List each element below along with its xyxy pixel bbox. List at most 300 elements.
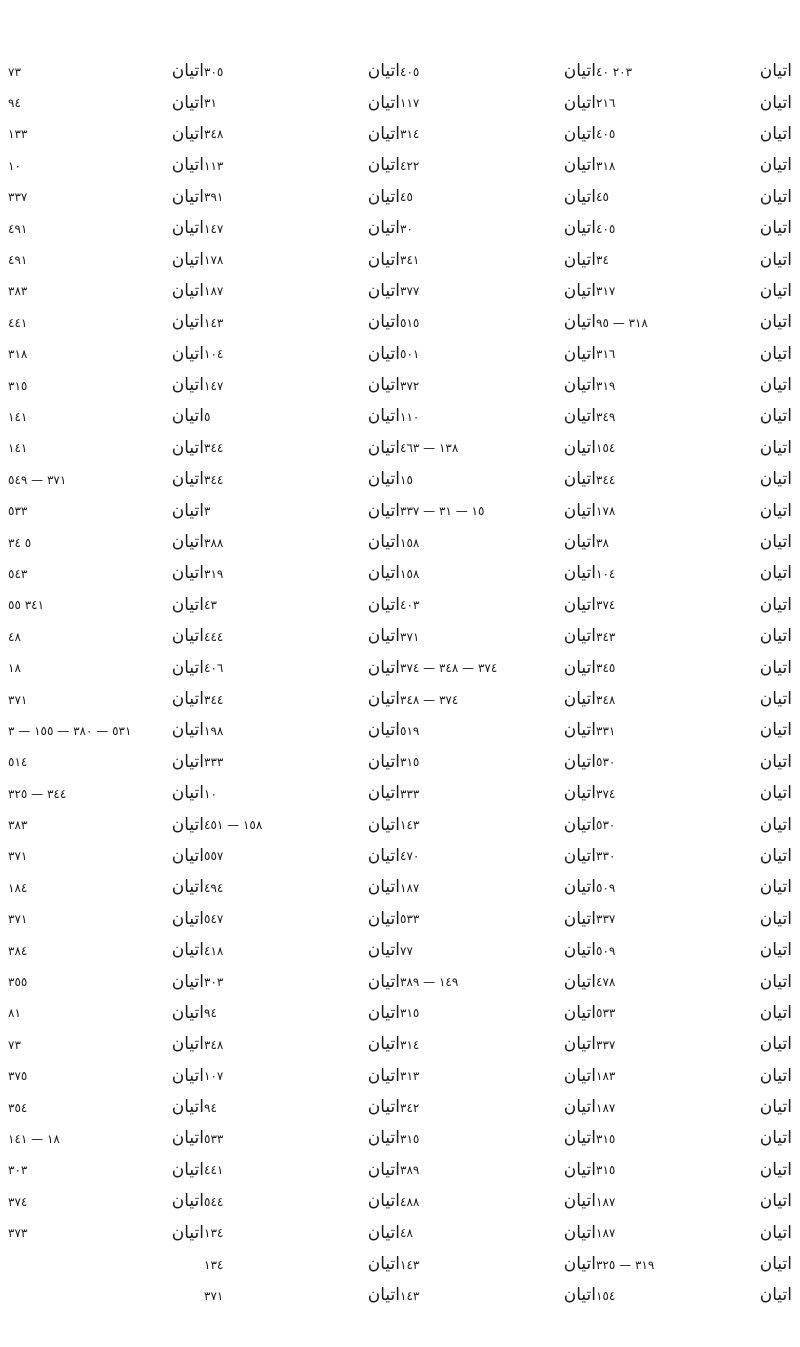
index-page-numbers: ٣٤١	[400, 253, 420, 268]
index-term: اتيان	[171, 532, 204, 553]
index-entry	[204, 307, 400, 338]
index-term: اتيان	[563, 343, 596, 364]
index-entry	[596, 1217, 792, 1248]
index-page-numbers: ١٨ — ١٤١	[8, 1131, 60, 1146]
index-page-numbers: ٣٧٧	[400, 284, 420, 299]
index-page-numbers: ١١٣	[204, 158, 224, 173]
index-page-numbers: ٧٣	[8, 1037, 21, 1052]
index-page-numbers: ١٨٤	[8, 880, 28, 895]
index-page-numbers: ٣١٥	[400, 1006, 420, 1021]
index-page-numbers: ١٥٤	[596, 441, 616, 456]
index-page-numbers: ٣١٨	[8, 347, 28, 362]
index-page-numbers: ٤٥	[400, 190, 413, 205]
index-page-numbers: ٣١٨	[596, 158, 616, 173]
index-entry	[8, 809, 204, 840]
index-page-numbers: ١٨٧	[204, 284, 224, 299]
index-page-numbers: ٤٧٨	[596, 975, 616, 990]
index-term: اتيان	[759, 626, 792, 647]
index-entry	[400, 809, 596, 840]
index-term: اتيان	[759, 406, 792, 427]
index-page-numbers: ١٤٣	[400, 1288, 420, 1303]
index-entry	[204, 150, 400, 181]
index-term: اتيان	[563, 751, 596, 772]
index-page-numbers: ١٠	[204, 786, 217, 801]
index-entry	[8, 307, 204, 338]
index-term: اتيان	[759, 500, 792, 521]
index-entry	[204, 809, 400, 840]
index-entry	[400, 150, 596, 181]
index-entry	[8, 119, 204, 150]
index-term: اتيان	[171, 594, 204, 615]
index-entry	[204, 998, 400, 1029]
index-term: اتيان	[367, 343, 400, 364]
index-page-numbers: ٢٠٣ ٤٠	[596, 64, 633, 79]
index-term: اتيان	[759, 1097, 792, 1118]
index-entry	[400, 87, 596, 118]
index-page-numbers: ١٨	[8, 661, 21, 676]
index-term: اتيان	[759, 249, 792, 270]
index-page-numbers: ٣١٧	[596, 284, 616, 299]
index-page-numbers: ٥٣٣	[596, 1006, 616, 1021]
index-entry	[596, 1186, 792, 1217]
index-entry	[596, 244, 792, 275]
index-page-numbers: ٥٣٠	[596, 755, 616, 770]
index-entry	[596, 1249, 792, 1280]
index-term: اتيان	[171, 1097, 204, 1118]
index-entry	[8, 401, 204, 432]
index-page-numbers: ٤٩٤	[204, 880, 224, 895]
index-term: اتيان	[171, 343, 204, 364]
index-entry	[8, 558, 204, 589]
index-entry	[596, 527, 792, 558]
index-term: اتيان	[367, 1191, 400, 1212]
index-column-2	[400, 0, 596, 1347]
index-term: اتيان	[759, 1159, 792, 1180]
index-term: اتيان	[759, 720, 792, 741]
index-page-numbers: ١٧٨	[596, 504, 616, 519]
index-term: اتيان	[171, 877, 204, 898]
index-term: اتيان	[367, 437, 400, 458]
index-entry	[400, 590, 596, 621]
index-term: اتيان	[759, 1034, 792, 1055]
index-entry	[204, 778, 400, 809]
index-entry	[204, 401, 400, 432]
index-entry	[204, 244, 400, 275]
index-page-numbers: ٥	[204, 409, 211, 424]
index-page-numbers: ٣٧٤ — ٣٤٨ — ٣٧٤	[400, 661, 498, 676]
index-page-numbers: ٥١٥	[400, 315, 420, 330]
index-entry	[400, 339, 596, 370]
index-term: اتيان	[367, 814, 400, 835]
index-entry	[400, 998, 596, 1029]
index-page-numbers: ١٨٧	[400, 880, 420, 895]
index-term: اتيان	[171, 971, 204, 992]
index-term: اتيان	[563, 312, 596, 333]
index-term: اتيان	[563, 563, 596, 584]
index-columns	[8, 0, 792, 1347]
index-term: اتيان	[367, 1065, 400, 1086]
index-entry	[596, 307, 792, 338]
index-page-numbers: ١٨٣	[596, 1069, 616, 1084]
index-page-numbers: ٣٠٣	[8, 1163, 28, 1178]
index-term: اتيان	[759, 1128, 792, 1149]
index-page-numbers: ٣٥٤	[8, 1100, 28, 1115]
index-page-numbers: ٣١٣	[400, 1069, 420, 1084]
index-term: اتيان	[171, 845, 204, 866]
index-entry	[596, 150, 792, 181]
index-page-numbers: ٣٠	[400, 221, 413, 236]
index-page-numbers: ٣٧٣	[8, 1226, 28, 1241]
index-entry	[596, 998, 792, 1029]
index-term: اتيان	[759, 469, 792, 490]
index-column-3	[204, 0, 400, 1347]
index-entry	[596, 56, 792, 87]
index-entry	[204, 841, 400, 872]
index-page-numbers: ٥٠٩	[596, 880, 616, 895]
index-term: اتيان	[171, 720, 204, 741]
index-entry	[204, 1092, 400, 1123]
index-term: اتيان	[171, 312, 204, 333]
index-entry	[400, 276, 596, 307]
index-page-numbers: ٣٧٤ — ٣٤٨	[400, 692, 459, 707]
index-entry	[8, 872, 204, 903]
index-page-numbers: ٤٩١	[8, 253, 28, 268]
index-entry	[204, 558, 400, 589]
index-entry	[8, 244, 204, 275]
index-entry	[8, 182, 204, 213]
index-term: اتيان	[563, 92, 596, 113]
index-entry	[400, 307, 596, 338]
index-entry	[596, 1123, 792, 1154]
index-page-numbers: ٣٧١	[8, 692, 28, 707]
index-entry	[8, 652, 204, 683]
index-page-numbers: ٣٣٠	[596, 849, 616, 864]
index-page-numbers: ٤٠٥	[596, 221, 616, 236]
index-entry	[204, 872, 400, 903]
index-term: اتيان	[171, 1191, 204, 1212]
index-page-numbers: ١٤٣	[400, 818, 420, 833]
index-entry	[400, 213, 596, 244]
index-entry	[204, 339, 400, 370]
index-page-numbers: ٥٣٠	[596, 818, 616, 833]
index-entry	[8, 841, 204, 872]
index-entry	[596, 935, 792, 966]
index-entry	[204, 1280, 400, 1311]
index-entry	[596, 433, 792, 464]
index-term: اتيان	[563, 783, 596, 804]
index-page-numbers: ٣٨٣	[8, 284, 28, 299]
index-page-numbers: ٣٤٤	[204, 472, 224, 487]
index-term: اتيان	[563, 1065, 596, 1086]
index-entry	[204, 621, 400, 652]
index-entry	[400, 935, 596, 966]
index-term: اتيان	[759, 375, 792, 396]
index-term: اتيان	[563, 406, 596, 427]
index-page-numbers: ٤٨	[8, 629, 21, 644]
index-entry	[400, 464, 596, 495]
index-page-numbers: ٤٤١	[8, 315, 28, 330]
index-entry	[400, 872, 596, 903]
index-entry	[8, 213, 204, 244]
index-term: اتيان	[171, 186, 204, 207]
index-entry	[204, 433, 400, 464]
index-entry	[400, 1155, 596, 1186]
index-page-numbers: ١٥٨	[400, 535, 420, 550]
index-page-numbers: ٣٤٣	[596, 629, 616, 644]
index-entry	[204, 1061, 400, 1092]
index-page-numbers: ١٥٨ — ٤٥١	[204, 818, 263, 833]
index-entry	[8, 433, 204, 464]
index-term: اتيان	[367, 123, 400, 144]
index-term: اتيان	[367, 1002, 400, 1023]
index-term: اتيان	[563, 500, 596, 521]
index-page-numbers: ٤٥	[596, 190, 609, 205]
index-page-numbers: ١٥٤	[596, 1288, 616, 1303]
index-term: اتيان	[171, 375, 204, 396]
index-term: اتيان	[171, 123, 204, 144]
index-term: اتيان	[563, 218, 596, 239]
index-page-numbers: ٣١٥	[400, 755, 420, 770]
index-entry	[596, 464, 792, 495]
index-page-numbers: ١٣٤	[204, 1257, 224, 1272]
index-entry	[596, 370, 792, 401]
index-page-numbers: ١٤٩ — ٣٨٩	[400, 975, 459, 990]
index-term: اتيان	[171, 406, 204, 427]
index-entry	[596, 1280, 792, 1311]
index-entry	[8, 1155, 204, 1186]
index-entry	[400, 370, 596, 401]
index-page-numbers: ٩٤	[204, 1100, 217, 1115]
index-page-numbers: ٥٠١	[400, 347, 420, 362]
index-entry	[400, 715, 596, 746]
index-page-numbers: ٣١	[204, 96, 217, 111]
index-entry	[596, 872, 792, 903]
index-page-numbers: ٣٧١	[204, 1288, 224, 1303]
index-term: اتيان	[367, 280, 400, 301]
index-term: اتيان	[563, 1034, 596, 1055]
index-entry	[8, 1186, 204, 1217]
index-term: اتيان	[367, 61, 400, 82]
index-term: اتيان	[367, 689, 400, 709]
index-term: اتيان	[171, 500, 204, 521]
index-term: اتيان	[367, 1034, 400, 1055]
index-entry	[8, 590, 204, 621]
index-term: اتيان	[367, 1097, 400, 1118]
index-entry	[400, 1061, 596, 1092]
index-page-numbers: ٥٣٣	[204, 1131, 224, 1146]
index-term: اتيان	[563, 1191, 596, 1212]
index-entry	[204, 370, 400, 401]
index-page-numbers: ٥٤٧	[204, 912, 224, 927]
index-term: اتيان	[563, 1002, 596, 1023]
index-page-numbers: ٣١٩	[204, 566, 224, 581]
index-term: اتيان	[759, 532, 792, 553]
index-term: اتيان	[171, 657, 204, 678]
index-entry	[400, 684, 596, 715]
index-page-numbers: ٣١٤	[400, 1037, 420, 1052]
index-term: اتيان	[367, 877, 400, 898]
index-page-numbers: ٣٤٤	[204, 692, 224, 707]
index-page-numbers: ١٠٤	[204, 347, 224, 362]
index-entry	[596, 401, 792, 432]
index-page-numbers: ٣١٩ — ٣٢٥	[596, 1257, 655, 1272]
index-entry	[596, 841, 792, 872]
index-page-numbers: ٤٠٥	[400, 64, 420, 79]
index-page-numbers: ٣٧٤	[596, 786, 616, 801]
index-entry	[596, 904, 792, 935]
index-entry	[400, 119, 596, 150]
index-entry	[204, 1155, 400, 1186]
index-page-numbers: ٥١٤	[8, 755, 28, 770]
index-page-numbers: ٤٧٠	[400, 849, 420, 864]
index-entry	[596, 1061, 792, 1092]
index-page-numbers: ٣٧١	[8, 849, 28, 864]
index-page-numbers: ٤١٨	[204, 943, 224, 958]
index-entry	[204, 276, 400, 307]
index-entry	[8, 684, 204, 715]
index-term: اتيان	[563, 61, 596, 82]
index-page-numbers: ٣١٥	[596, 1163, 616, 1178]
index-page-numbers: ٣٣٧	[596, 1037, 616, 1052]
index-entry	[400, 778, 596, 809]
index-page-numbers: ٣٠٣	[204, 975, 224, 990]
index-entry	[400, 1249, 596, 1280]
index-page-numbers: ٥٤٣	[8, 566, 28, 581]
index-entry	[400, 621, 596, 652]
index-entry	[400, 747, 596, 778]
index-entry	[596, 1155, 792, 1186]
index-page-numbers: ٤٩١	[8, 221, 28, 236]
index-page-numbers: ١٨٧	[596, 1194, 616, 1209]
index-page-numbers: ٤٨٨	[400, 1194, 420, 1209]
index-term: اتيان	[563, 594, 596, 615]
index-page-numbers: ١٣٣	[8, 127, 28, 142]
index-term: اتيان	[759, 123, 792, 144]
index-term: اتيان	[759, 1002, 792, 1023]
index-term: اتيان	[563, 1159, 596, 1180]
index-entry	[204, 464, 400, 495]
index-term: اتيان	[563, 123, 596, 144]
index-term: اتيان	[563, 814, 596, 835]
index-entry	[400, 495, 596, 526]
index-term: اتيان	[171, 1222, 204, 1243]
index-term: اتيان	[759, 186, 792, 207]
index-entry	[596, 182, 792, 213]
index-term: اتيان	[759, 343, 792, 364]
index-page-numbers: ٣٤٨	[204, 127, 224, 142]
index-page-numbers: ٣٠٥	[204, 64, 224, 79]
index-page-numbers: ٤٠٥	[596, 127, 616, 142]
index-entry	[8, 966, 204, 997]
index-term: اتيان	[171, 908, 204, 929]
index-page-numbers: ١٠٤	[596, 566, 616, 581]
index-entry	[204, 56, 400, 87]
index-entry	[400, 527, 596, 558]
index-term: اتيان	[367, 469, 400, 490]
index-page-numbers: ٣٤	[596, 253, 609, 268]
index-term: اتيان	[759, 1191, 792, 1212]
index-term: اتيان	[563, 1097, 596, 1118]
index-page-numbers: ٣٨٩	[400, 1163, 420, 1178]
index-entry	[400, 401, 596, 432]
index-page-numbers: ١٤٧	[204, 221, 224, 236]
index-page-numbers: ١٨٧	[596, 1100, 616, 1115]
index-page-numbers: ١٠٧	[204, 1069, 224, 1084]
index-term: اتيان	[367, 720, 400, 741]
index-page-numbers: ١٩٨	[204, 723, 224, 738]
index-page-numbers: ٥٥٧	[204, 849, 224, 864]
index-term: اتيان	[367, 375, 400, 396]
index-page-numbers: ٥٠٩	[596, 943, 616, 958]
index-term: اتيان	[171, 689, 204, 709]
index-entry	[8, 527, 204, 558]
index-term: اتيان	[563, 845, 596, 866]
index-term: اتيان	[563, 186, 596, 207]
index-page-numbers: ٥٣٣	[8, 504, 28, 519]
index-term: اتيان	[759, 814, 792, 835]
index-term: اتيان	[759, 751, 792, 772]
index-page-numbers: ٣١٥	[400, 1131, 420, 1146]
index-entry	[8, 904, 204, 935]
index-page-numbers: ٤٣	[204, 598, 217, 613]
index-entry	[596, 621, 792, 652]
index-term: اتيان	[171, 783, 204, 804]
index-term: اتيان	[367, 783, 400, 804]
index-term: اتيان	[367, 312, 400, 333]
index-term: اتيان	[171, 940, 204, 961]
index-entry	[400, 1123, 596, 1154]
index-page-numbers: ٣١٥	[596, 1131, 616, 1146]
index-page-numbers: ٣٤٢	[400, 1100, 420, 1115]
index-page-numbers: ٥ ٣٤	[8, 535, 32, 550]
index-page-numbers: ٤٤١	[204, 1163, 224, 1178]
index-term: اتيان	[367, 1159, 400, 1180]
index-entry	[204, 1249, 400, 1280]
index-entry	[400, 182, 596, 213]
index-term: اتيان	[563, 249, 596, 270]
index-term: اتيان	[759, 783, 792, 804]
index-term: اتيان	[563, 971, 596, 992]
index-term: اتيان	[759, 940, 792, 961]
index-term: اتيان	[759, 1065, 792, 1086]
index-term: اتيان	[563, 657, 596, 678]
index-page-numbers: ٩٤	[8, 96, 21, 111]
index-term: اتيان	[759, 1254, 792, 1275]
index-term: اتيان	[367, 500, 400, 521]
index-term: اتيان	[171, 61, 204, 82]
index-entry	[400, 652, 596, 683]
index-term: اتيان	[563, 375, 596, 396]
index-page-numbers: ٣٧٥	[8, 1069, 28, 1084]
index-page-numbers: ١٤٧	[204, 378, 224, 393]
index-page-numbers: ٤٢٢	[400, 158, 420, 173]
index-page-numbers: ٨١	[8, 1006, 21, 1021]
index-page-numbers: ٥١٩	[400, 723, 420, 738]
index-term: اتيان	[367, 626, 400, 647]
index-term: اتيان	[367, 971, 400, 992]
index-entry	[8, 1029, 204, 1060]
index-term: اتيان	[367, 1254, 400, 1275]
index-term: اتيان	[367, 1128, 400, 1149]
index-term: اتيان	[759, 657, 792, 678]
index-entry	[400, 1092, 596, 1123]
index-entry	[8, 1217, 204, 1248]
index-page-numbers: ٣٧٤	[8, 1194, 28, 1209]
index-term: اتيان	[759, 1222, 792, 1243]
index-term: اتيان	[759, 1285, 792, 1306]
index-term: اتيان	[171, 1159, 204, 1180]
index-page-numbers: ٣٤٩	[596, 409, 616, 424]
